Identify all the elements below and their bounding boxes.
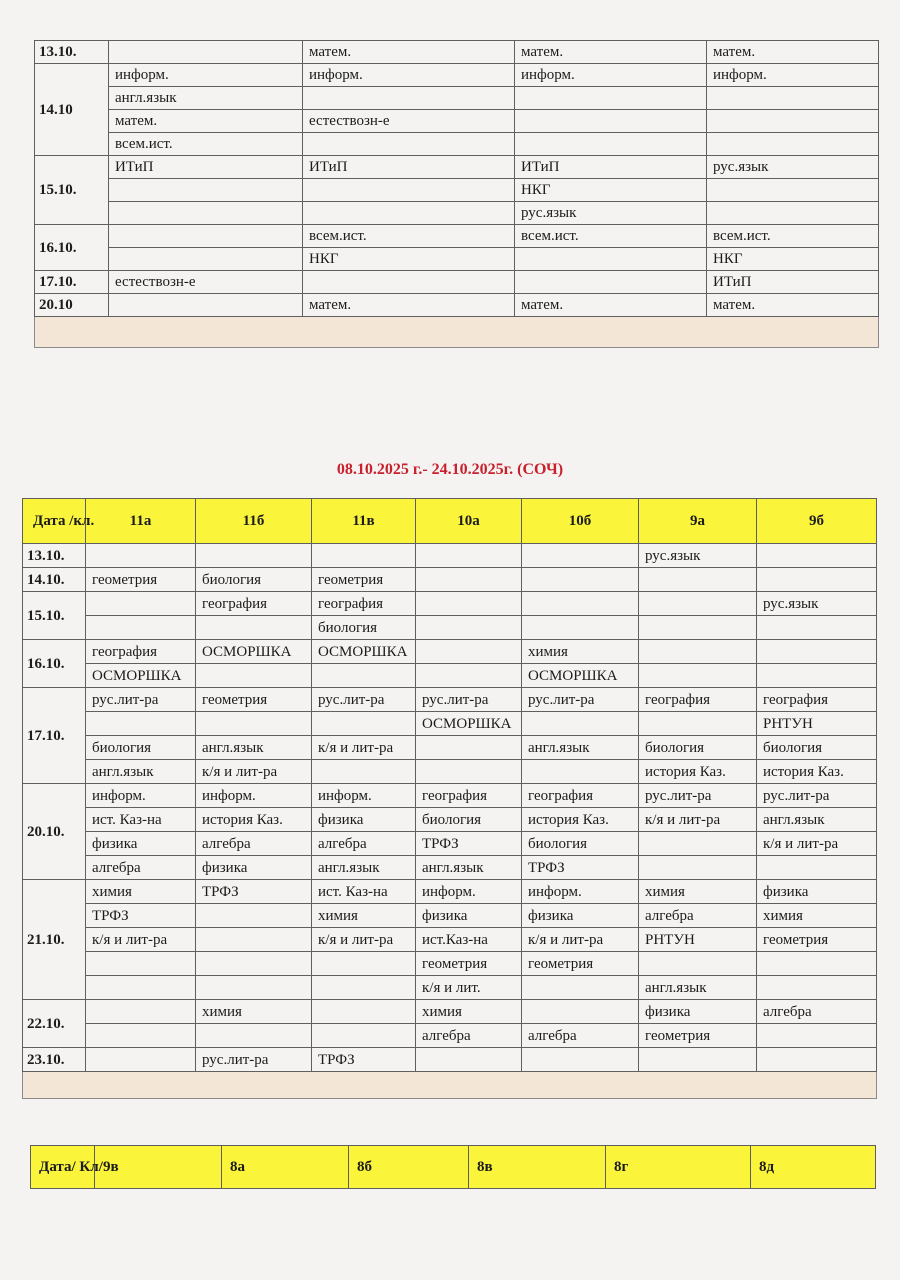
table-row — [35, 179, 879, 202]
table-row — [23, 928, 877, 952]
subject-cell: РНТУН — [639, 928, 757, 952]
subject-cell — [416, 1048, 522, 1072]
subject-cell — [86, 1024, 196, 1048]
subject-cell: геометрия — [522, 952, 639, 976]
subject-cell — [757, 976, 877, 1000]
date-cell: 22.10. — [23, 1000, 86, 1048]
subject-cell: всем.ист. — [109, 133, 303, 156]
table-row — [35, 202, 879, 225]
subject-cell — [515, 133, 707, 156]
date-cell: 23.10. — [23, 1048, 86, 1072]
subject-cell — [522, 592, 639, 616]
header-class: 11а — [86, 499, 196, 544]
subject-cell: алгебра — [757, 1000, 877, 1024]
table-row — [23, 592, 877, 616]
table-footer-row — [35, 317, 879, 348]
subject-cell — [109, 294, 303, 317]
subject-cell — [639, 832, 757, 856]
subject-cell — [515, 271, 707, 294]
subject-cell: естествозн-е — [109, 271, 303, 294]
date-cell: 13.10. — [23, 544, 86, 568]
subject-cell — [196, 712, 312, 736]
subject-cell — [639, 856, 757, 880]
subject-cell: ОСМОРШКА — [522, 664, 639, 688]
table-row — [23, 616, 877, 640]
subject-cell — [757, 1048, 877, 1072]
subject-cell — [515, 110, 707, 133]
subject-cell: информ. — [416, 880, 522, 904]
subject-cell: ТРФЗ — [522, 856, 639, 880]
subject-cell — [522, 1048, 639, 1072]
subject-cell — [639, 1048, 757, 1072]
subject-cell: рус.язык — [757, 592, 877, 616]
subject-cell: англ.язык — [312, 856, 416, 880]
subject-cell: всем.ист. — [303, 225, 515, 248]
subject-cell: биология — [416, 808, 522, 832]
header-class: 8г — [606, 1146, 751, 1189]
subject-cell: к/я и лит. — [416, 976, 522, 1000]
subject-cell: рус.лит-ра — [86, 688, 196, 712]
subject-cell: матем. — [707, 41, 879, 64]
subject-cell — [522, 616, 639, 640]
subject-cell — [196, 664, 312, 688]
subject-cell — [757, 952, 877, 976]
subject-cell: география — [312, 592, 416, 616]
subject-cell: рус.лит-ра — [312, 688, 416, 712]
subject-cell — [196, 928, 312, 952]
subject-cell: биология — [196, 568, 312, 592]
subject-cell: география — [757, 688, 877, 712]
table-row — [23, 736, 877, 760]
subject-cell — [312, 664, 416, 688]
table-row — [23, 1000, 877, 1024]
subject-cell: информ. — [312, 784, 416, 808]
subject-cell — [522, 760, 639, 784]
subject-cell: матем. — [303, 294, 515, 317]
subject-cell: информ. — [196, 784, 312, 808]
subject-cell — [86, 592, 196, 616]
subject-cell: рус.лит-ра — [416, 688, 522, 712]
subject-cell — [196, 544, 312, 568]
subject-cell: география — [639, 688, 757, 712]
subject-cell: ИТиП — [707, 271, 879, 294]
footer-cell — [35, 317, 879, 348]
subject-cell: НКГ — [707, 248, 879, 271]
subject-cell — [707, 179, 879, 202]
date-cell: 16.10. — [23, 640, 86, 688]
header-class: 9а — [639, 499, 757, 544]
date-cell: 14.10 — [35, 64, 109, 156]
subject-cell: химия — [757, 904, 877, 928]
subject-cell — [109, 179, 303, 202]
subject-cell — [707, 87, 879, 110]
subject-cell: информ. — [707, 64, 879, 87]
subject-cell — [639, 568, 757, 592]
table-row — [23, 1048, 877, 1072]
subject-cell: физика — [757, 880, 877, 904]
subject-cell: биология — [522, 832, 639, 856]
subject-cell — [416, 616, 522, 640]
subject-cell: ист.Каз-на — [416, 928, 522, 952]
subject-cell: история Каз. — [196, 808, 312, 832]
date-cell: 13.10. — [35, 41, 109, 64]
subject-cell: ТРФЗ — [416, 832, 522, 856]
subject-cell — [416, 664, 522, 688]
subject-cell — [109, 225, 303, 248]
table-row — [35, 271, 879, 294]
table-row — [35, 64, 879, 87]
subject-cell: к/я и лит-ра — [196, 760, 312, 784]
subject-cell — [515, 248, 707, 271]
subject-cell — [639, 952, 757, 976]
subject-cell — [312, 1000, 416, 1024]
subject-cell — [86, 976, 196, 1000]
date-cell: 15.10. — [35, 156, 109, 225]
subject-cell: физика — [522, 904, 639, 928]
table-row — [35, 110, 879, 133]
subject-cell: алгебра — [639, 904, 757, 928]
subject-cell: история Каз. — [639, 760, 757, 784]
subject-cell: ОСМОРШКА — [312, 640, 416, 664]
subject-cell: химия — [522, 640, 639, 664]
subject-cell: алгебра — [86, 856, 196, 880]
subject-cell — [522, 568, 639, 592]
table-row — [35, 294, 879, 317]
subject-cell — [196, 616, 312, 640]
date-cell: 21.10. — [23, 880, 86, 1000]
subject-cell: англ.язык — [86, 760, 196, 784]
subject-cell: биология — [757, 736, 877, 760]
subject-cell — [416, 760, 522, 784]
subject-cell — [639, 616, 757, 640]
subject-cell — [757, 664, 877, 688]
subject-cell — [416, 568, 522, 592]
subject-cell: всем.ист. — [515, 225, 707, 248]
subject-cell — [707, 202, 879, 225]
header-date-class: Дата/ Кл/ — [31, 1146, 95, 1189]
table-footer-row — [23, 1072, 877, 1099]
subject-cell: ист. Каз-на — [312, 880, 416, 904]
subject-cell: англ.язык — [416, 856, 522, 880]
table-row — [35, 87, 879, 110]
subject-cell — [109, 248, 303, 271]
date-cell: 15.10. — [23, 592, 86, 640]
subject-cell: алгебра — [416, 1024, 522, 1048]
table-row — [23, 832, 877, 856]
subject-cell: химия — [639, 880, 757, 904]
subject-cell — [522, 712, 639, 736]
subject-cell — [312, 1024, 416, 1048]
subject-cell: ОСМОРШКА — [86, 664, 196, 688]
table-row — [23, 640, 877, 664]
subject-cell — [639, 712, 757, 736]
header-date-class: Дата /кл. — [23, 499, 86, 544]
subject-cell: ИТиП — [109, 156, 303, 179]
header-class: 9б — [757, 499, 877, 544]
subject-cell — [303, 202, 515, 225]
subject-cell — [522, 1000, 639, 1024]
subject-cell — [312, 760, 416, 784]
subject-cell — [86, 712, 196, 736]
subject-cell — [515, 87, 707, 110]
subject-cell: биология — [86, 736, 196, 760]
table-row — [23, 664, 877, 688]
subject-cell — [303, 271, 515, 294]
subject-cell — [416, 640, 522, 664]
subject-cell: геометрия — [86, 568, 196, 592]
date-cell: 20.10. — [23, 784, 86, 880]
table-row — [23, 688, 877, 712]
subject-cell — [303, 133, 515, 156]
header-class: 8б — [349, 1146, 469, 1189]
subject-cell: геометрия — [757, 928, 877, 952]
subject-cell: к/я и лит-ра — [757, 832, 877, 856]
subject-cell: химия — [312, 904, 416, 928]
subject-cell — [312, 712, 416, 736]
subject-cell — [86, 616, 196, 640]
table-row — [35, 156, 879, 179]
subject-cell: алгебра — [312, 832, 416, 856]
subject-cell — [196, 952, 312, 976]
subject-cell: химия — [86, 880, 196, 904]
table-row — [23, 880, 877, 904]
subject-cell: химия — [416, 1000, 522, 1024]
subject-cell: история Каз. — [757, 760, 877, 784]
subject-cell: алгебра — [522, 1024, 639, 1048]
date-cell: 17.10. — [35, 271, 109, 294]
subject-cell: геометрия — [196, 688, 312, 712]
main-schedule-body — [23, 544, 877, 1099]
subject-cell: матем. — [515, 294, 707, 317]
subject-cell: ИТиП — [515, 156, 707, 179]
subject-cell: естествозн-е — [303, 110, 515, 133]
subject-cell — [639, 592, 757, 616]
subject-cell — [522, 976, 639, 1000]
subject-cell: матем. — [515, 41, 707, 64]
date-cell: 14.10. — [23, 568, 86, 592]
subject-cell — [312, 976, 416, 1000]
subject-cell: география — [522, 784, 639, 808]
subject-cell: всем.ист. — [707, 225, 879, 248]
subject-cell — [639, 664, 757, 688]
subject-cell: к/я и лит-ра — [639, 808, 757, 832]
subject-cell: физика — [86, 832, 196, 856]
subject-cell — [757, 616, 877, 640]
subject-cell: геометрия — [639, 1024, 757, 1048]
table-row — [23, 952, 877, 976]
subject-cell: рус.лит-ра — [196, 1048, 312, 1072]
subject-cell — [86, 1048, 196, 1072]
subject-cell: НКГ — [303, 248, 515, 271]
subject-cell: матем. — [707, 294, 879, 317]
subject-cell: география — [416, 784, 522, 808]
header-class: 10а — [416, 499, 522, 544]
header-class: 10б — [522, 499, 639, 544]
table-row — [23, 568, 877, 592]
header-class: 8а — [222, 1146, 349, 1189]
subject-cell — [312, 952, 416, 976]
subject-cell — [757, 544, 877, 568]
top-schedule-table — [34, 40, 879, 348]
date-cell: 20.10 — [35, 294, 109, 317]
subject-cell: рус.лит-ра — [757, 784, 877, 808]
bottom-schedule-table — [30, 1145, 876, 1189]
subject-cell: геометрия — [312, 568, 416, 592]
subject-cell: геометрия — [416, 952, 522, 976]
subject-cell: информ. — [515, 64, 707, 87]
table-row — [35, 41, 879, 64]
subject-cell: физика — [196, 856, 312, 880]
subject-cell: информ. — [109, 64, 303, 87]
subject-cell: к/я и лит-ра — [312, 928, 416, 952]
subject-cell: англ.язык — [109, 87, 303, 110]
subject-cell — [639, 640, 757, 664]
subject-cell: рус.лит-ра — [522, 688, 639, 712]
subject-cell: ТРФЗ — [196, 880, 312, 904]
header-class: 11б — [196, 499, 312, 544]
subject-cell — [109, 41, 303, 64]
subject-cell: алгебра — [196, 832, 312, 856]
subject-cell: матем. — [109, 110, 303, 133]
header-row — [23, 499, 877, 544]
subject-cell — [707, 110, 879, 133]
subject-cell: ОСМОРШКА — [416, 712, 522, 736]
subject-cell: география — [196, 592, 312, 616]
subject-cell — [86, 544, 196, 568]
subject-cell — [109, 202, 303, 225]
subject-cell — [303, 179, 515, 202]
subject-cell: география — [86, 640, 196, 664]
subject-cell: история Каз. — [522, 808, 639, 832]
table-row — [23, 712, 877, 736]
table-row — [23, 760, 877, 784]
subject-cell — [303, 87, 515, 110]
table-row — [23, 1024, 877, 1048]
subject-cell — [196, 904, 312, 928]
footer-cell — [23, 1072, 877, 1099]
subject-cell: биология — [639, 736, 757, 760]
header-class: 11в — [312, 499, 416, 544]
subject-cell: англ.язык — [757, 808, 877, 832]
header-class: 9в — [95, 1146, 222, 1189]
subject-cell: физика — [312, 808, 416, 832]
subject-cell: рус.язык — [707, 156, 879, 179]
header-class: 8в — [469, 1146, 606, 1189]
subject-cell — [416, 592, 522, 616]
subject-cell: ТРФЗ — [86, 904, 196, 928]
header-row — [31, 1146, 876, 1189]
subject-cell: к/я и лит-ра — [522, 928, 639, 952]
subject-cell: рус.язык — [515, 202, 707, 225]
subject-cell — [312, 544, 416, 568]
subject-cell: химия — [196, 1000, 312, 1024]
subject-cell: информ. — [522, 880, 639, 904]
subject-cell — [757, 1024, 877, 1048]
subject-cell: физика — [416, 904, 522, 928]
subject-cell: информ. — [86, 784, 196, 808]
subject-cell: физика — [639, 1000, 757, 1024]
table-row — [23, 904, 877, 928]
table-row — [23, 856, 877, 880]
table-row — [35, 133, 879, 156]
date-cell: 17.10. — [23, 688, 86, 784]
subject-cell — [757, 856, 877, 880]
table-row — [35, 248, 879, 271]
subject-cell: РНТУН — [757, 712, 877, 736]
subject-cell — [196, 1024, 312, 1048]
subject-cell: рус.язык — [639, 544, 757, 568]
subject-cell — [707, 133, 879, 156]
subject-cell — [86, 1000, 196, 1024]
table-row — [23, 976, 877, 1000]
subject-cell — [196, 976, 312, 1000]
subject-cell: ист. Каз-на — [86, 808, 196, 832]
date-cell: 16.10. — [35, 225, 109, 271]
subject-cell — [86, 952, 196, 976]
subject-cell: англ.язык — [522, 736, 639, 760]
subject-cell: англ.язык — [196, 736, 312, 760]
subject-cell: к/я и лит-ра — [312, 736, 416, 760]
subject-cell — [416, 544, 522, 568]
subject-cell — [416, 736, 522, 760]
subject-cell: НКГ — [515, 179, 707, 202]
subject-cell: биология — [312, 616, 416, 640]
table-row — [23, 808, 877, 832]
subject-cell — [757, 640, 877, 664]
subject-cell: англ.язык — [639, 976, 757, 1000]
subject-cell: рус.лит-ра — [639, 784, 757, 808]
table-row — [35, 225, 879, 248]
header-class: 8д — [751, 1146, 876, 1189]
subject-cell: ИТиП — [303, 156, 515, 179]
subject-cell: ОСМОРШКА — [196, 640, 312, 664]
subject-cell: информ. — [303, 64, 515, 87]
table-row — [23, 784, 877, 808]
schedule-title: 08.10.2025 г.- 24.10.2025г. (СОЧ) — [336, 461, 564, 478]
subject-cell: матем. — [303, 41, 515, 64]
subject-cell: ТРФЗ — [312, 1048, 416, 1072]
table-row — [23, 544, 877, 568]
subject-cell — [522, 544, 639, 568]
subject-cell — [757, 568, 877, 592]
subject-cell: к/я и лит-ра — [86, 928, 196, 952]
main-schedule-table — [22, 498, 877, 1099]
